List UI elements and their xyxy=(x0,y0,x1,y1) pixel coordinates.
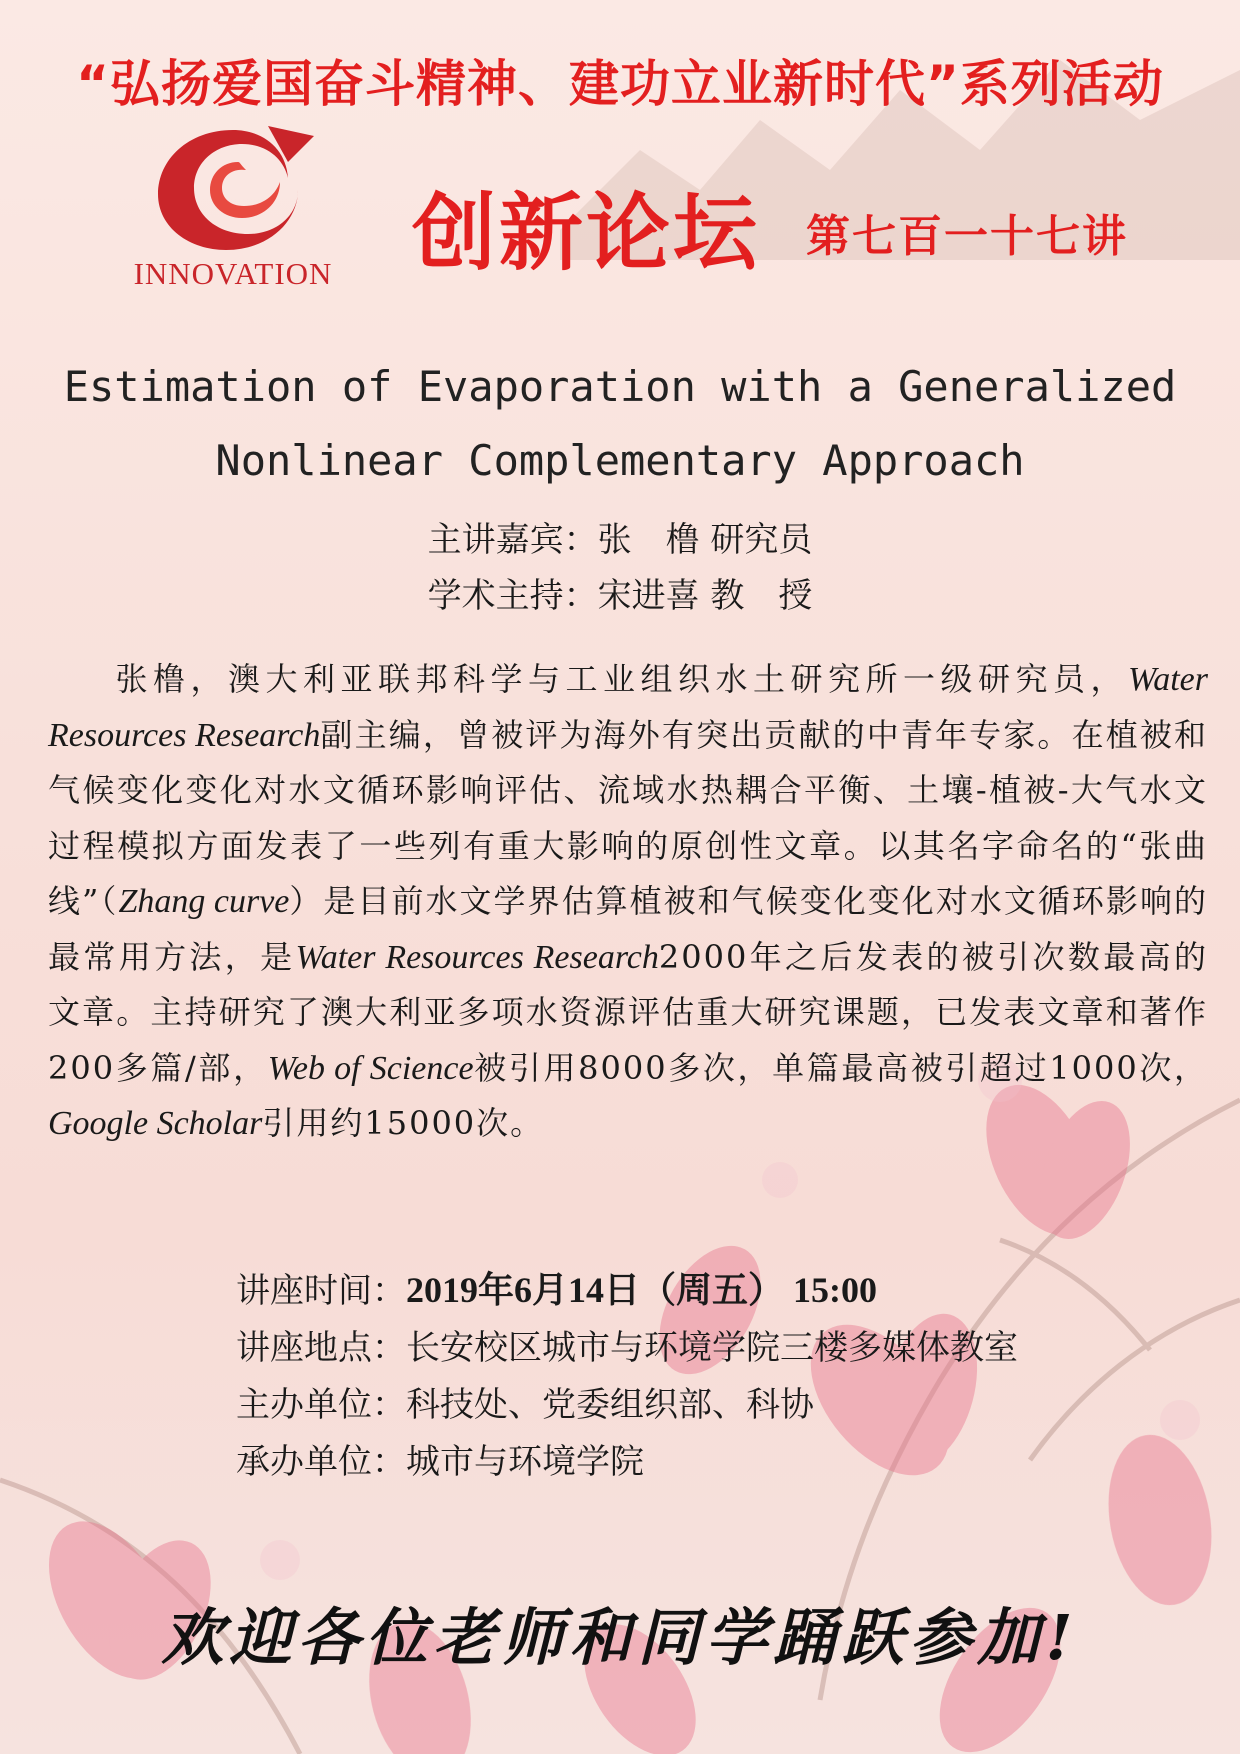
speaker-bio xyxy=(48,652,1208,1152)
welcome-message: 欢迎各位老师和同学踊跃参加! xyxy=(161,1601,1079,1674)
zhang-curve-term: Zhang curve xyxy=(118,883,290,920)
bio-text-2: 副主编，曾被评为海外有突出贡献的中青年专家。在植被和气候变化变化对水文循环影响评估、流域水热耦合平衡、土壤-植被-大气水文过程模拟方面发表了一些列有重大影响的原创性文章。以其名字命名的“张曲线”（ xyxy=(48,715,1208,920)
talk-title-line-1: Estimation of Evaporation with a Generalized xyxy=(63,362,1177,411)
logo-text: INNOVATION xyxy=(133,256,333,291)
lecture-info xyxy=(236,1262,1018,1491)
host-line xyxy=(0,568,1240,624)
talk-title-line-2: Nonlinear Complementary Approach xyxy=(215,436,1025,485)
bio-text-3: ）是目前水文学界估算植被和气候变化变化对水文循环影响的最常用方法，是 xyxy=(48,882,1208,976)
speaker-name: 张 橹 研究员 xyxy=(597,520,813,560)
speaker-host-block xyxy=(0,512,1240,624)
lecture-time-row xyxy=(236,1262,1018,1320)
innovation-logo xyxy=(118,118,348,293)
organizer-label: 主办单位： xyxy=(236,1385,406,1425)
time-label: 讲座时间： xyxy=(236,1271,406,1311)
lecture-number: 第七百一十七讲 xyxy=(806,211,1128,262)
host-unit-row xyxy=(236,1434,1018,1491)
time-value: 2019年6月14日（周五） 15:00 xyxy=(406,1270,877,1310)
bio-text-6: 引用约15000次。 xyxy=(262,1104,545,1142)
place-value: 长安校区城市与环境学院三楼多媒体教室 xyxy=(406,1328,1018,1368)
place-label: 讲座地点： xyxy=(236,1328,406,1368)
speaker-label: 主讲嘉宾： xyxy=(427,520,598,560)
organizer-value: 科技处、党委组织部、科协 xyxy=(406,1385,814,1425)
google-scholar: Google Scholar xyxy=(48,1105,263,1142)
host-unit-value: 城市与环境学院 xyxy=(406,1442,644,1482)
forum-name: 创新论坛 xyxy=(412,184,761,282)
host-name: 宋进喜 教 授 xyxy=(597,576,813,616)
journal-name-2: Water Resources Research xyxy=(295,938,659,976)
journal-name: Water Resources Research xyxy=(48,661,1208,754)
bio-text-5: 被引用8000多次，单篇最高被引超过1000次， xyxy=(473,1048,1208,1087)
lecture-place-row xyxy=(236,1320,1018,1377)
speaker-line xyxy=(0,512,1240,568)
innovation-swirl-icon xyxy=(118,118,348,258)
talk-title xyxy=(0,350,1240,498)
bio-text-4: 2000年之后发表的被引次数最高的文章。主持研究了澳大利亚多项水资源评估重大研究课题，已发表文章和著作200多篇/部， xyxy=(48,937,1208,1087)
host-unit-label: 承办单位： xyxy=(236,1442,406,1482)
bio-text-1: 张橹，澳大利亚联邦科学与工业组织水土研究所一级研究员， xyxy=(112,660,1129,698)
web-of-science: Web of Science xyxy=(267,1049,474,1087)
host-label: 学术主持： xyxy=(427,576,598,616)
organizer-row xyxy=(236,1377,1018,1434)
series-title: “弘扬爱国奋斗精神、建功立业新时代”系列活动 xyxy=(76,55,1164,113)
